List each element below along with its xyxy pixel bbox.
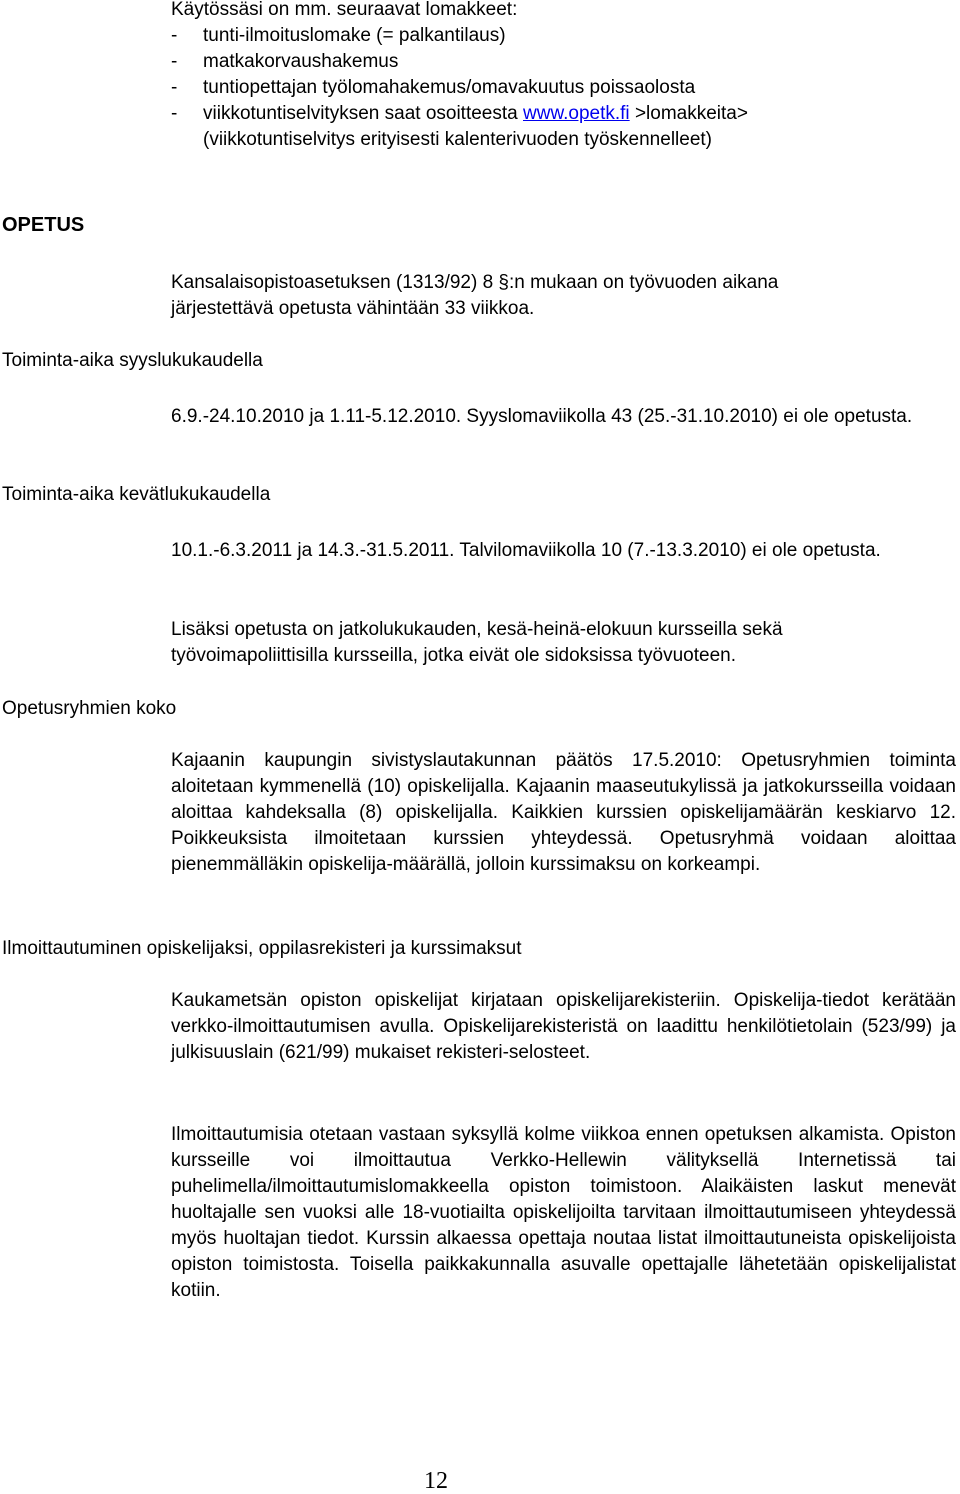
spring-extra: Lisäksi opetusta on jatkolukukauden, kesä-heinä-elokuun kursseilla sekä työvoimapoliittisilla kursseilla, jotka eivät ole sidoksissa työvuoteen. (171, 619, 783, 666)
list-item: - tuntiopettajan työlomahakemus/omavakuutus poissaolosta (171, 77, 696, 98)
page-number: 12 (424, 1468, 448, 1494)
intro-block (171, 0, 951, 153)
opetus-paragraph: Kansalaisopistoasetuksen (1313/92) 8 §:n mukaan on työvuoden aikana järjestettävä opetusta vähintään 33 viikkoa. (171, 272, 779, 319)
intro-heading: Käytössäsi on mm. seuraavat lomakkeet: (171, 0, 518, 20)
autumn-label: Toiminta-aika syyslukukaudella (2, 350, 263, 371)
registration-heading: Ilmoittautuminen opiskelijaksi, oppilasrekisteri ja kurssimaksut (2, 938, 522, 959)
registration-para1: Kaukametsän opiston opiskelijat kirjataan opiskelijarekisteriin. Opiskelija-tiedot kerätään verkko-ilmoittautumisen avulla. Opiskelijarekisteristä on laadittu henkilötietolain (523/99) ja julkisuuslain (621/99) mukaiset rekisteri-selosteet. (171, 990, 956, 1063)
registration-para2: Ilmoittautumisia otetaan vastaan syksyllä kolme viikkoa ennen opetuksen alkamista. Opiston kursseille voi ilmoittautua Verkko-Hellewin välityksellä Internetissä tai puhelimella/ilmoittautumislomakkeella opiston toimistoon. Alaikäisten laskut menevät huoltajalle sen vuoksi alle 18-vuotiailta opiskelijoilta tarvitaan ilmoittautumiseen yhteydessä myös huoltajan tiedot. Kurssin alkaessa opettaja noutaa listat ilmoittautuneista opiskelijoista opiston toimistosta. Toisella paikkakunnalla asuvalle opettajalle lähetetään opiskelijalistat kotiin. (171, 1124, 956, 1301)
spring-text: 10.1.-6.3.2011 ja 14.3.-31.5.2011. Talvilomaviikolla 10 (7.-13.3.2010) ei ole opetusta. (171, 540, 881, 561)
list-item: - tunti-ilmoituslomake (= palkantilaus) (171, 25, 506, 46)
list-item: - matkakorvaushakemus (171, 51, 399, 72)
groups-label: Opetusryhmien koko (2, 698, 177, 719)
groups-text: Kajaanin kaupungin sivistyslautakunnan päätös 17.5.2010: Opetusryhmien toiminta aloitetaan kymmenellä (10) opiskelijalla. Kajaanin maaseutukylissä ja jatkokursseilla voidaan aloittaa kahdeksalla (8) opiskelijalla. Kaikkien kurssien opiskelijamäärän keskiarvo 12. Poikkeuksista ilmoitetaan kurssien yhteydessä. Opetusryhmä voidaan aloittaa pienemmälläkin opiskelija-määrällä, jolloin kurssimaksu on korkeampi. (171, 750, 956, 875)
lomakkeet-link[interactable]: www.opetk.fi (523, 103, 630, 124)
intro-note: (viikkotuntiselvitys erityisesti kalenterivuoden työskennelleet) (203, 129, 713, 150)
autumn-text: 6.9.-24.10.2010 ja 1.11-5.12.2010. Syyslomaviikolla 43 (25.-31.10.2010) ei ole opetusta. (171, 406, 913, 427)
spring-label: Toiminta-aika kevätlukukaudella (2, 484, 271, 505)
list-item: - viikkotuntiselvityksen saat osoitteesta www.opetk.fi >lomakkeita> (171, 103, 748, 124)
section-heading-opetus: OPETUS (2, 214, 85, 236)
